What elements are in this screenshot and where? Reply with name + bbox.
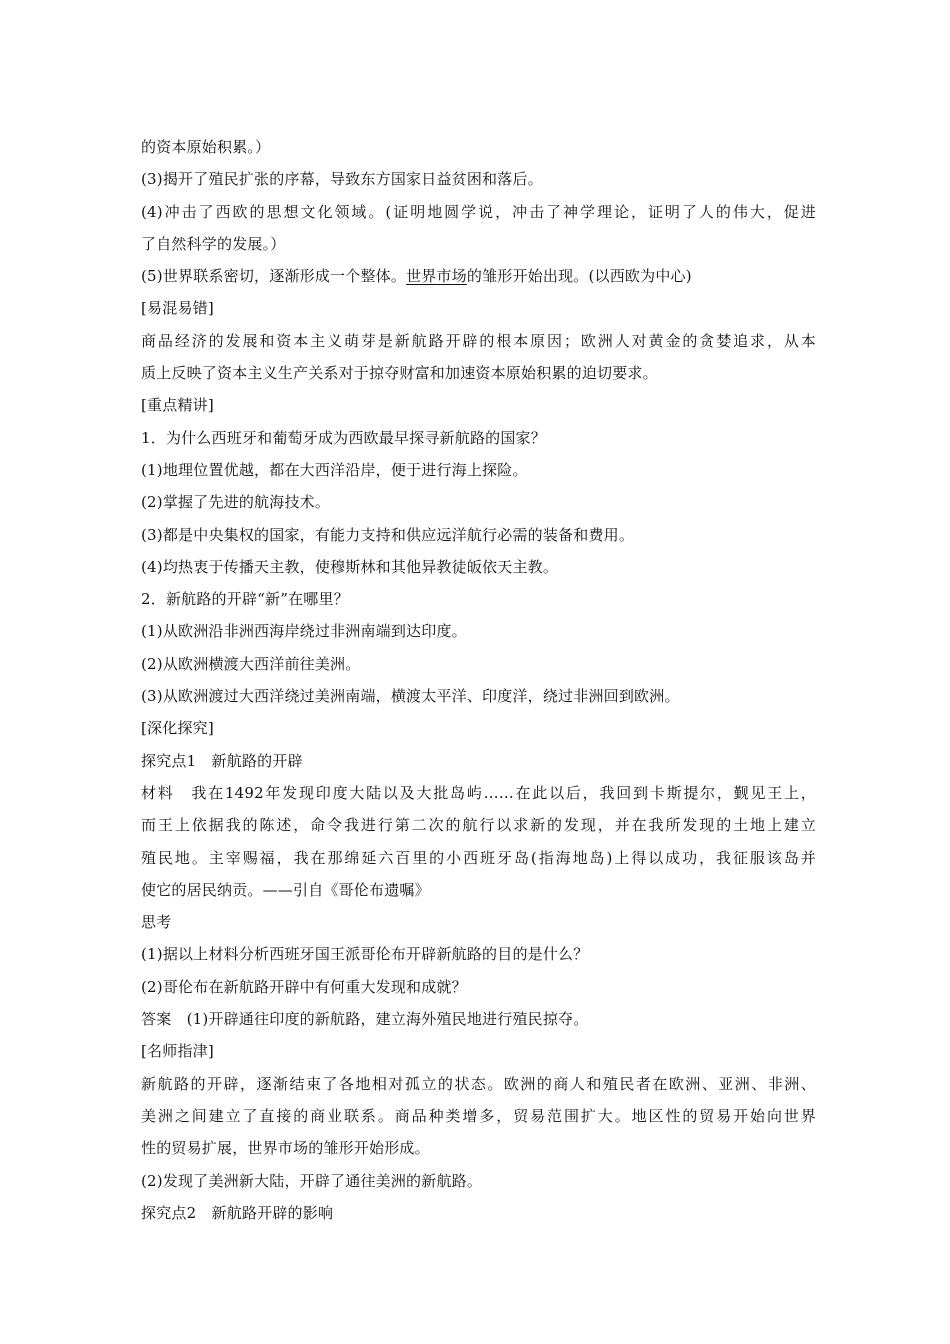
text-line: (1)据以上材料分析西班牙国王派哥伦布开辟新航路的目的是什么？ — [141, 945, 589, 964]
text-line: 性的贸易扩展，世界市场的雏形开始形成。 — [141, 1139, 430, 1158]
text-line — [141, 260, 816, 292]
section-heading: [名师指津] — [141, 1042, 214, 1061]
text-line: 美洲之间建立了直接的商业联系。商品种类增多，贸易范围扩大。地区性的贸易开始向世界 — [141, 1106, 816, 1125]
subsection-heading: 思考 — [141, 913, 172, 932]
question-heading: 1．为什么西班牙和葡萄牙成为西欧最早探寻新航路的国家？ — [141, 428, 546, 447]
section-heading: [易混易错] — [141, 299, 214, 318]
text-line: (1)地理位置优越，都在大西洋沿岸，便于进行海上探险。 — [141, 460, 528, 479]
text-line: 了自然科学的发展。） — [141, 234, 286, 253]
text-line: 的资本原始积累。） — [141, 138, 271, 156]
text-line: 商品经济的发展和资本主义萌芽是新航路开辟的根本原因；欧洲人对黄金的贪婪追求，从本 — [141, 331, 816, 350]
section-heading: [重点精讲] — [141, 396, 214, 415]
answer-line: 答案 (1)开辟通往印度的新航路，建立海外殖民地进行殖民掠夺。 — [141, 1010, 589, 1029]
subsection-heading: 探究点2 新航路开辟的影响 — [141, 1203, 334, 1222]
text-line: 而王上依据我的陈述，命令我进行第二次的航行以求新的发现，并在我所发现的土地上建立 — [141, 816, 816, 835]
text-line: (1)从欧洲沿非洲西海岸绕过非洲南端到达印度。 — [141, 622, 467, 641]
question-heading: 2．新航路的开辟“新”在哪里？ — [141, 590, 349, 609]
text-line: (2)发现了美洲新大陆，开辟了通往美洲的新航路。 — [141, 1171, 483, 1190]
text-segment: (5)世界联系密切，逐渐形成一个整体。 — [141, 267, 407, 286]
text-line: 新航路的开辟，逐渐结束了各地相对孤立的状态。欧洲的商人和殖民者在欧洲、亚洲、非洲、 — [141, 1074, 816, 1093]
underlined-term: 世界市场 — [406, 267, 467, 286]
text-segment: 的雏形开始出现。(以西欧为中心) — [466, 267, 692, 286]
text-line: 使它的居民纳贡。——引自《哥伦布遗嘱》 — [141, 880, 430, 899]
text-line: (4)均热衷于传播天主教，使穆斯林和其他异教徒皈依天主教。 — [141, 557, 559, 576]
text-line: (2)掌握了先进的航海技术。 — [141, 493, 331, 512]
subsection-heading: 探究点1 新航路的开辟 — [141, 751, 303, 770]
text-line: (3)从欧洲渡过大西洋绕过美洲南端，横渡太平洋、印度洋，绕过非洲回到欧洲。 — [141, 687, 680, 706]
section-heading: [深化探究] — [141, 719, 214, 738]
text-line: 材料 我在1492年发现印度大陆以及大批岛屿……在此以后，我回到卡斯提尔，觐见王上， — [141, 783, 816, 802]
document-page — [141, 131, 816, 1229]
text-line: (4)冲击了西欧的思想文化领域。(证明地圆学说，冲击了神学理论，证明了人的伟大，促进 — [141, 202, 816, 221]
text-line: 殖民地。主宰赐福，我在那绵延六百里的小西班牙岛(指海地岛)上得以成功，我征服该岛并 — [141, 848, 816, 867]
text-line: (2)从欧洲横渡大西洋前往美洲。 — [141, 654, 361, 673]
text-line: (3)揭开了殖民扩张的序幕，导致东方国家日益贫困和落后。 — [141, 170, 543, 189]
text-line: 质上反映了资本主义生产关系对于掠夺财富和加速资本原始积累的迫切要求。 — [141, 364, 658, 383]
text-line: (2)哥伦布在新航路开辟中有何重大发现和成就？ — [141, 977, 467, 996]
text-line: (3)都是中央集权的国家，有能力支持和供应远洋航行必需的装备和费用。 — [141, 525, 635, 544]
